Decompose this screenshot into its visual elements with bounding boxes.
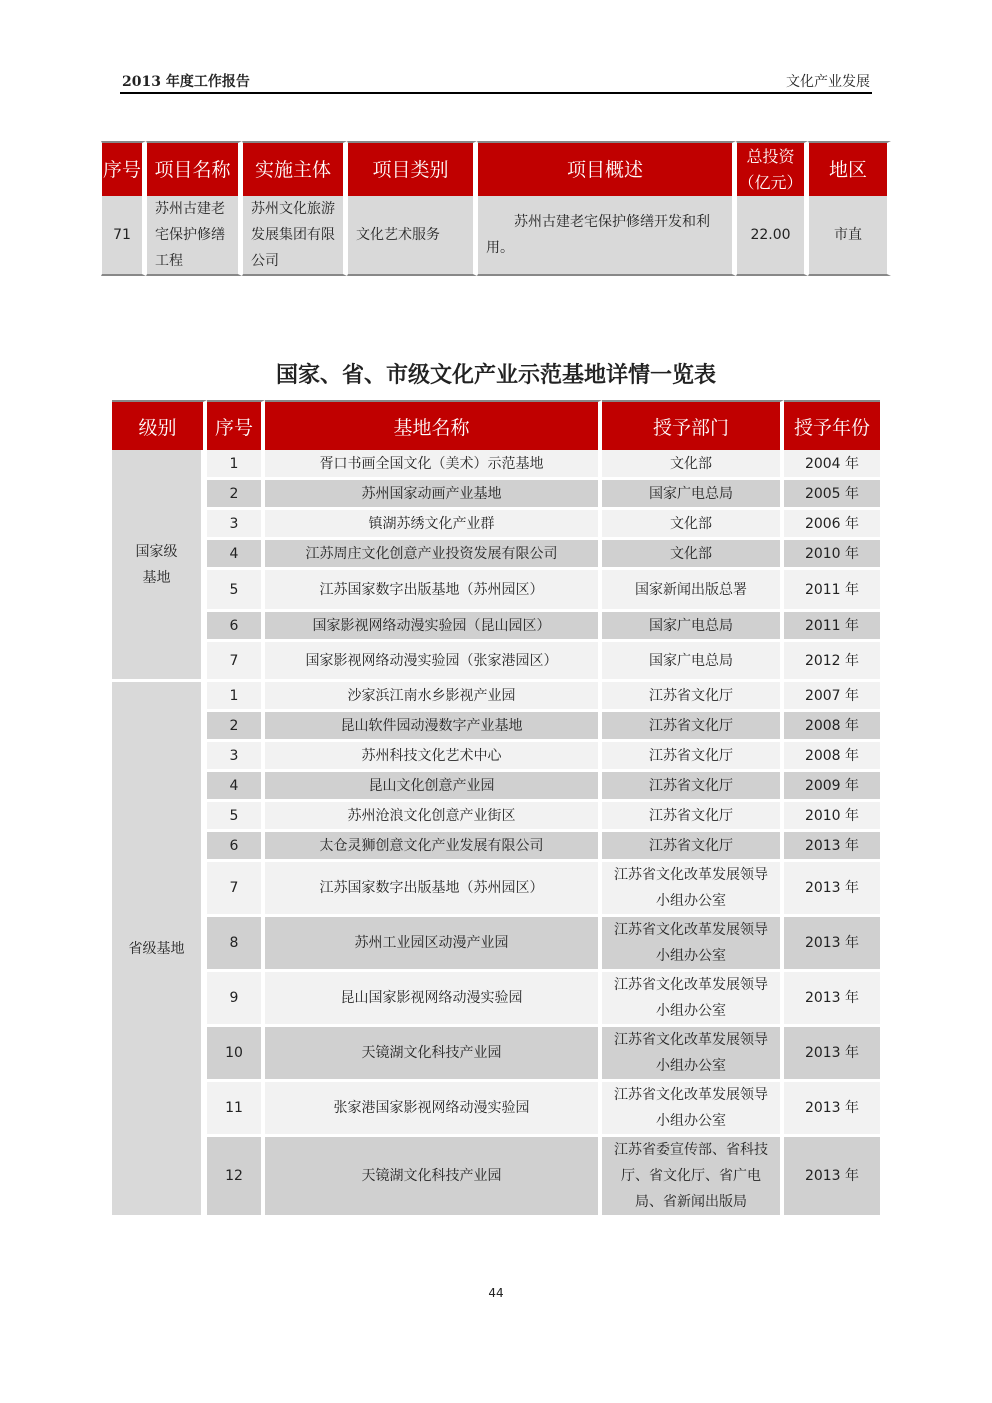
- cell-seq: 7: [207, 862, 265, 917]
- cell-year: 2013 年: [784, 972, 880, 1027]
- table-row: [112, 972, 880, 1027]
- cell-seq: 5: [207, 570, 265, 612]
- cell-year: 2006 年: [784, 510, 880, 540]
- cell-base-name: 镇湖苏绣文化产业群: [265, 510, 602, 540]
- cell-year: 2008 年: [784, 742, 880, 772]
- project-table-header: [101, 141, 891, 196]
- cell-seq: 8: [207, 917, 265, 972]
- cell-seq: 3: [207, 510, 265, 540]
- cell-year: 2011 年: [784, 612, 880, 642]
- cell-overview: 苏州古建老宅保护修缮开发和利用。: [477, 196, 736, 276]
- cell-base-name: 昆山国家影视网络动漫实验园: [265, 972, 602, 1027]
- table-row: [112, 1082, 880, 1137]
- table-row: [112, 450, 880, 480]
- cell-year: 2012 年: [784, 642, 880, 682]
- cell-base-name: 江苏周庄文化创意产业投资发展有限公司: [265, 540, 602, 570]
- cell-dept: 江苏省文化厅: [602, 682, 784, 712]
- cell-base-name: 沙家浜江南水乡影视产业园: [265, 682, 602, 712]
- cell-dept: 江苏省文化改革发展领导小组办公室: [602, 1082, 784, 1137]
- cell-base-name: 江苏国家数字出版基地（苏州园区）: [265, 570, 602, 612]
- cell-seq: 11: [207, 1082, 265, 1137]
- col-seq: 序号: [101, 141, 146, 196]
- cell-dept: 江苏省文化厅: [602, 712, 784, 742]
- col-base-name: 基地名称: [265, 400, 602, 450]
- cell-seq: 7: [207, 642, 265, 682]
- cell-seq: 9: [207, 972, 265, 1027]
- cell-dept: 江苏省文化改革发展领导小组办公室: [602, 917, 784, 972]
- cell-year: 2010 年: [784, 802, 880, 832]
- page-number: 44: [488, 1286, 504, 1300]
- cell-region: 市直: [808, 196, 891, 276]
- col-category: 项目类别: [347, 141, 477, 196]
- table-row: [112, 917, 880, 972]
- cell-seq: 5: [207, 802, 265, 832]
- level-national: 国家级基地: [112, 450, 207, 682]
- cell-seq: 2: [207, 480, 265, 510]
- col-region: 地区: [808, 141, 891, 196]
- bases-table-header: [112, 400, 880, 450]
- cell-year: 2013 年: [784, 1137, 880, 1218]
- cell-year: 2013 年: [784, 1082, 880, 1137]
- cell-seq: 71: [101, 196, 146, 276]
- cell-year: 2008 年: [784, 712, 880, 742]
- col-investment: [736, 141, 808, 196]
- bases-table-body: [112, 450, 880, 1218]
- table-row: [112, 1137, 880, 1218]
- table-row: [112, 742, 880, 772]
- cell-year: 2013 年: [784, 862, 880, 917]
- table-row: [112, 612, 880, 642]
- table-row: [112, 682, 880, 712]
- cell-base-name: 胥口书画全国文化（美术）示范基地: [265, 450, 602, 480]
- col-year: 授予年份: [784, 400, 880, 450]
- cell-base-name: 天镜湖文化科技产业园: [265, 1137, 602, 1218]
- col-dept: 授予部门: [602, 400, 784, 450]
- table-row: [112, 510, 880, 540]
- cell-year: 2005 年: [784, 480, 880, 510]
- cell-dept: 江苏省文化厅: [602, 742, 784, 772]
- table-row: [112, 712, 880, 742]
- cell-dept: 文化部: [602, 510, 784, 540]
- cell-seq: 4: [207, 540, 265, 570]
- cell-year: 2010 年: [784, 540, 880, 570]
- cell-base-name: 江苏国家数字出版基地（苏州园区）: [265, 862, 602, 917]
- table-row: [112, 1027, 880, 1082]
- col-level: 级别: [112, 400, 207, 450]
- header-rule: [120, 92, 872, 94]
- cell-dept: 江苏省文化厅: [602, 832, 784, 862]
- cell-dept: 国家广电总局: [602, 480, 784, 510]
- cell-year: 2009 年: [784, 772, 880, 802]
- cell-dept: 文化部: [602, 540, 784, 570]
- table-row: [112, 540, 880, 570]
- cell-seq: 10: [207, 1027, 265, 1082]
- cell-seq: 6: [207, 612, 265, 642]
- cell-dept: 江苏省文化改革发展领导小组办公室: [602, 1027, 784, 1082]
- cell-base-name: 国家影视网络动漫实验园（昆山园区）: [265, 612, 602, 642]
- cell-seq: 1: [207, 682, 265, 712]
- cell-seq: 2: [207, 712, 265, 742]
- col-owner: 实施主体: [242, 141, 347, 196]
- cell-base-name: 昆山文化创意产业园: [265, 772, 602, 802]
- col-seq: 序号: [207, 400, 265, 450]
- cell-seq: 3: [207, 742, 265, 772]
- table-row: [112, 570, 880, 612]
- col-overview: 项目概述: [477, 141, 736, 196]
- project-table: [101, 141, 891, 276]
- table-row: [101, 196, 891, 276]
- cell-base-name: 国家影视网络动漫实验园（张家港园区）: [265, 642, 602, 682]
- level-provincial: 省级基地: [112, 682, 207, 1218]
- cell-base-name: 苏州工业园区动漫产业园: [265, 917, 602, 972]
- cell-seq: 1: [207, 450, 265, 480]
- section-title: 文化产业发展: [786, 74, 870, 90]
- cell-dept: 江苏省文化改革发展领导小组办公室: [602, 862, 784, 917]
- cell-dept: 江苏省委宣传部、省科技厅、省文化厅、省广电局、省新闻出版局: [602, 1137, 784, 1218]
- col-investment-line1: 总投资: [746, 146, 795, 166]
- table-row: [112, 642, 880, 682]
- report-title: 2013 年度工作报告: [122, 74, 250, 90]
- cell-year: 2004 年: [784, 450, 880, 480]
- table-row: [112, 480, 880, 510]
- cell-dept: 江苏省文化厅: [602, 802, 784, 832]
- cell-seq: 12: [207, 1137, 265, 1218]
- cell-seq: 6: [207, 832, 265, 862]
- table-row: [112, 832, 880, 862]
- col-project-name: 项目名称: [146, 141, 242, 196]
- cell-year: 2011 年: [784, 570, 880, 612]
- cell-base-name: 昆山软件园动漫数字产业基地: [265, 712, 602, 742]
- cell-base-name: 天镜湖文化科技产业园: [265, 1027, 602, 1082]
- cell-dept: 国家新闻出版总署: [602, 570, 784, 612]
- cell-dept: 江苏省文化厅: [602, 772, 784, 802]
- cell-project-name: 苏州古建老宅保护修缮工程: [146, 196, 242, 276]
- cell-owner: 苏州文化旅游发展集团有限公司: [242, 196, 347, 276]
- col-investment-line2: （亿元）: [738, 172, 803, 192]
- table-row: [112, 802, 880, 832]
- cell-investment: 22.00: [736, 196, 808, 276]
- cell-year: 2013 年: [784, 917, 880, 972]
- cell-seq: 4: [207, 772, 265, 802]
- cell-base-name: 苏州国家动画产业基地: [265, 480, 602, 510]
- cell-base-name: 太仓灵狮创意文化产业发展有限公司: [265, 832, 602, 862]
- cell-year: 2013 年: [784, 832, 880, 862]
- cell-year: 2013 年: [784, 1027, 880, 1082]
- bases-table: [112, 400, 880, 1218]
- cell-base-name: 苏州沧浪文化创意产业街区: [265, 802, 602, 832]
- table-row: [112, 862, 880, 917]
- cell-category: 文化艺术服务: [347, 196, 477, 276]
- table-row: [112, 772, 880, 802]
- cell-dept: 国家广电总局: [602, 612, 784, 642]
- cell-base-name: 张家港国家影视网络动漫实验园: [265, 1082, 602, 1137]
- cell-dept: 文化部: [602, 450, 784, 480]
- cell-dept: 江苏省文化改革发展领导小组办公室: [602, 972, 784, 1027]
- cell-dept: 国家广电总局: [602, 642, 784, 682]
- cell-base-name: 苏州科技文化艺术中心: [265, 742, 602, 772]
- table-title: 国家、省、市级文化产业示范基地详情一览表: [275, 362, 716, 388]
- cell-year: 2007 年: [784, 682, 880, 712]
